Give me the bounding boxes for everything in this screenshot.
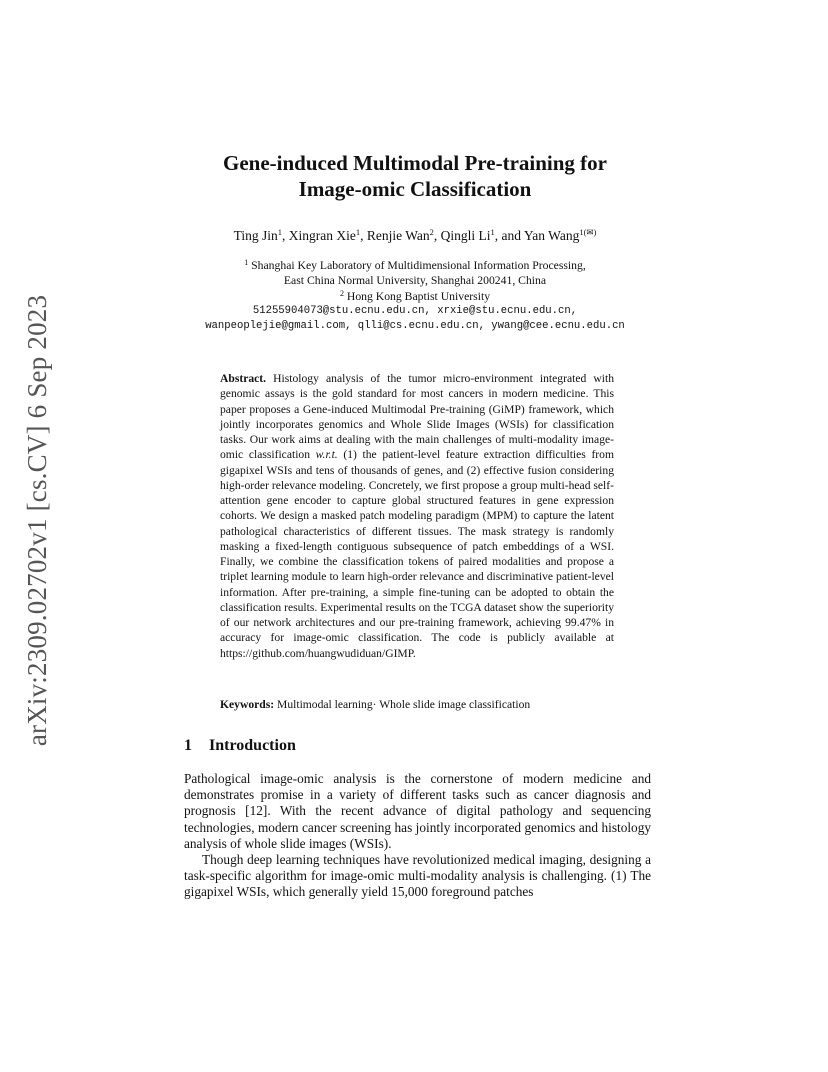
title-line-2: Image-omic Classification xyxy=(298,177,532,201)
author: Xingran Xie$^1$ xyxy=(288,227,361,243)
affiliations xyxy=(150,258,680,334)
emails-line-2: wanpeoplejie@gmail.com, qlli@cs.ecnu.edu.cn, ywang@cee.ecnu.edu.cn xyxy=(205,320,625,333)
abstract-wrt: w.r.t. xyxy=(315,448,338,462)
author-list: Ting Jin$^1$, Xingran Xie$^1$, Renjie Wan$^2$, Qingli Li$^1$, and Yan Wang$^{1(✉)}$ xyxy=(233,227,597,243)
keywords xyxy=(220,697,614,712)
keywords-label: Keywords: xyxy=(220,698,275,711)
arxiv-identifier: arXiv:2309.02702v1 [cs.CV] 6 Sep 2023 xyxy=(22,294,53,746)
emails-line-1: 51255904073@stu.ecnu.edu.cn, xrxie@stu.ecnu.edu.cn, xyxy=(252,304,578,317)
section-title: Introduction xyxy=(209,737,296,754)
affiliation-2: $^2$ Hong Kong Baptist University xyxy=(339,288,491,303)
affiliation-1-line-1: $^1$ Shanghai Key Laboratory of Multidimensional Information Processing, xyxy=(244,258,586,272)
body-text xyxy=(184,771,651,901)
author: Yan Wang$^{1(✉)}$ xyxy=(523,227,597,243)
abstract-text-part-1: Histology analysis of the tumor micro-environment integrated with genomic assays is the gold standard for most cancers in modern medicine. This paper proposes a Gene-induced Multimodal Pre-training (GiMP) framework, which jointly incorporates genomics and Whole Slide Images (WSIs) for classification tasks. Our work aims at dealing with the main challenges of multi-modality image-omic classification xyxy=(220,372,614,462)
section-heading xyxy=(184,737,296,755)
arxiv-sidebar-stamp xyxy=(16,290,60,750)
paper-title xyxy=(150,150,680,202)
author: Qingli Li$^1$ xyxy=(440,227,495,243)
title-line-1: Gene-induced Multimodal Pre-training for xyxy=(223,151,607,175)
paragraph-1: Pathological image-omic analysis is the cornerstone of modern medicine and demonstrates promise in a variety of different tasks such as cancer diagnosis and prognosis [12]. With the recent advance of digital pathology and sequencing technologies, modern cancer screening has jointly incorporated genomics and histology analysis of whole slide images (WSIs). xyxy=(184,771,651,851)
author: Ting Jin$^1$ xyxy=(233,227,283,243)
abstract xyxy=(220,371,614,661)
section-number: 1 xyxy=(184,737,192,754)
abstract-text-part-2: (1) the patient-level feature extraction difficulties from gigapixel WSIs and tens of thousands of genes, and (2) effective fusion considering high-order relevance modeling. Concretely, we first propose a group multi-head self-attention gene encoder to capture global structured features in gene expression cohorts. We design a masked patch modeling paradigm (MPM) to capture the latent pathological characteristics of different tissues. The mask strategy is randomly masking a fixed-length contiguous subsequence of patch embeddings of a WSI. Finally, we combine the classification tokens of paired modalities and propose a triplet learning module to learn high-order relevance and discriminative patient-level information. After pre-training, a simple fine-tuning can be adopted to obtain the classification results. Experimental results on the TCGA dataset show the superiority of our network architectures and our pre-training framework, achieving 99.47% in accuracy for image-omic classification. The code is publicly available at https://github.com/huangwudiduan/GIMP. xyxy=(220,448,614,660)
paragraph-2: Though deep learning techniques have revolutionized medical imaging, designing a task-specific algorithm for image-omic multi-modality analysis is challenging. (1) The gigapixel WSIs, which generally yield 15,000 foreground patches xyxy=(184,852,651,900)
abstract-label: Abstract. xyxy=(220,372,267,385)
keywords-text: Multimodal learning· Whole slide image classification xyxy=(277,698,531,711)
author: Renjie Wan$^2$ xyxy=(366,227,434,243)
affiliation-1-line-2: East China Normal University, Shanghai 200241, China xyxy=(283,274,547,288)
